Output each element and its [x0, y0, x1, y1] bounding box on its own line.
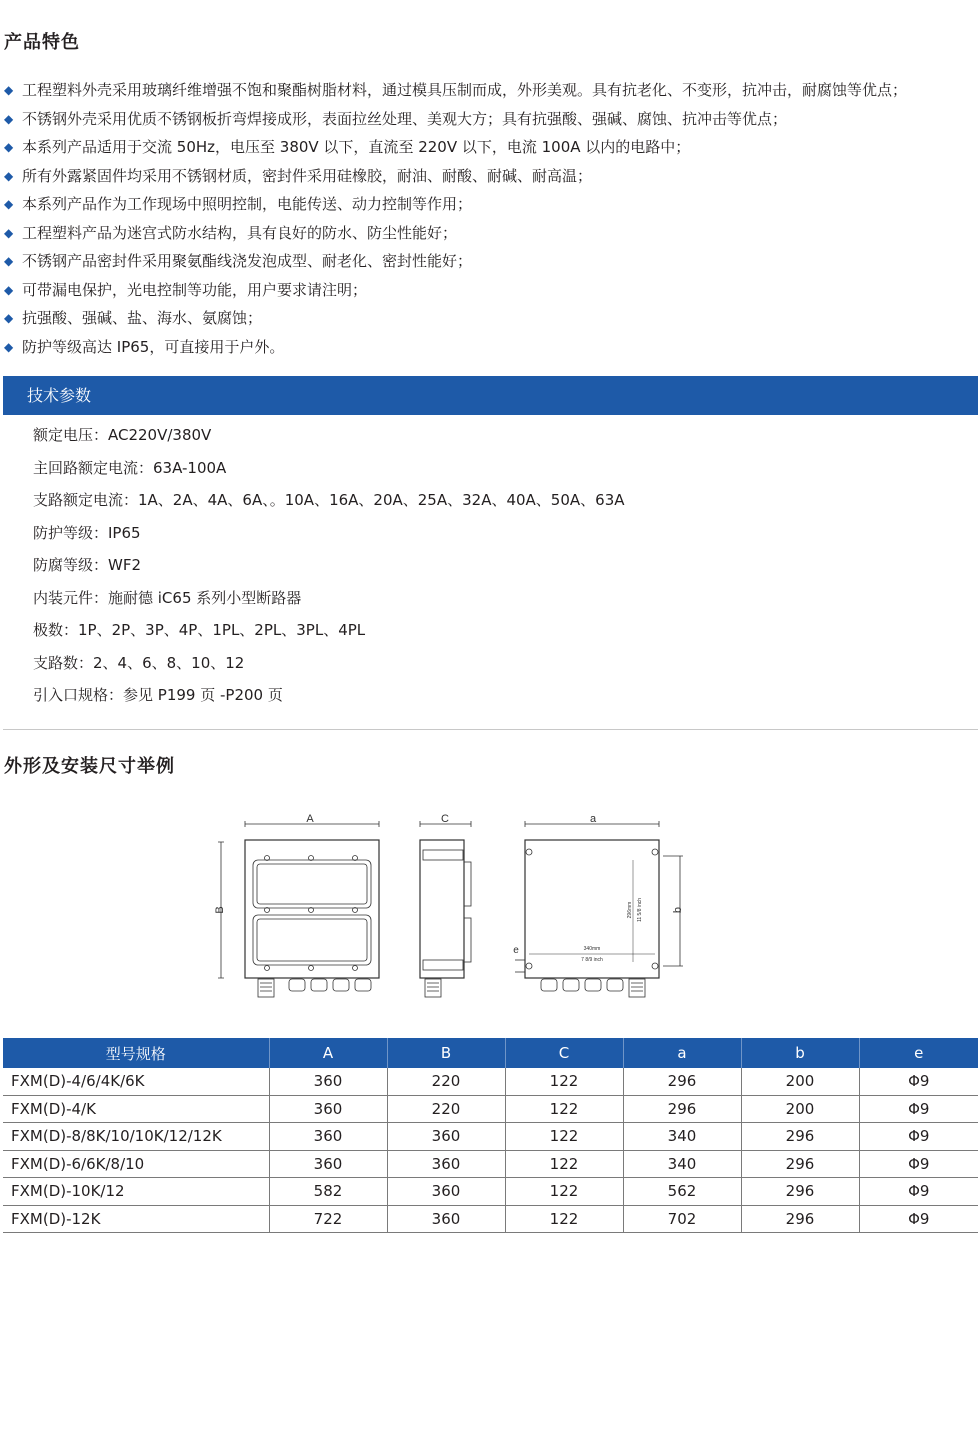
cell-e: Φ9: [859, 1068, 978, 1095]
cell-a: 296: [623, 1095, 741, 1123]
list-item: ◆ 不锈钢外壳采用优质不锈钢板折弯焊接成形，表面拉丝处理、美观大方；具有抗强酸、强碱、腐蚀、抗冲击等优点；: [4, 105, 974, 134]
height-inch-label: 11 5/8 inch: [637, 897, 643, 923]
table-row: [3, 1205, 978, 1233]
cell-b: 296: [741, 1205, 859, 1233]
cell-a: 296: [623, 1068, 741, 1095]
col-header-e: e: [859, 1038, 978, 1068]
dim-label-a: a: [589, 813, 597, 825]
list-item: ◆ 工程塑料产品为迷宫式防水结构，具有良好的防水、防尘性能好；: [4, 219, 974, 248]
param-item: 支路额定电流：1A、2A、4A、6A、。10A、16A、20A、25A、32A、40A、50A、63A: [33, 491, 625, 509]
cell-model: FXM(D)-4/6/4K/6K: [3, 1068, 269, 1095]
diamond-bullet-icon: ◆: [4, 140, 14, 154]
cell-model: FXM(D)-6/6K/8/10: [3, 1150, 269, 1178]
cell-b: 296: [741, 1123, 859, 1151]
cell-b: 200: [741, 1095, 859, 1123]
dim-label-C: C: [441, 813, 449, 825]
list-item: ◆ 本系列产品适用于交流 50Hz，电压至 380V 以下，直流至 220V 以下，电流 100A 以内的电路中；: [4, 133, 974, 162]
cell-A: 360: [269, 1150, 387, 1178]
col-header-model: 型号规格: [3, 1038, 269, 1068]
cell-A: 360: [269, 1068, 387, 1095]
param-item: 极数：1P、2P、3P、4P、1PL、2PL、3PL、4PL: [33, 621, 366, 639]
cell-A: 722: [269, 1205, 387, 1233]
width-mm-label: 340mm: [583, 946, 601, 952]
cell-a: 340: [623, 1150, 741, 1178]
tech-params-header: [3, 376, 978, 415]
cell-C: 122: [505, 1068, 623, 1095]
dim-label-B: B: [214, 906, 226, 914]
param-item: 防护等级：IP65: [33, 523, 141, 542]
cell-B: 220: [387, 1095, 505, 1123]
col-header-a: a: [623, 1038, 741, 1068]
table-row: [3, 1095, 978, 1123]
cell-e: Φ9: [859, 1095, 978, 1123]
cell-B: 360: [387, 1178, 505, 1206]
dimensions-title: 外形及安装尺寸举例: [4, 756, 175, 777]
param-item: 引入口规格：参见 P199 页 -P200 页: [33, 686, 283, 704]
front-view: [214, 813, 379, 997]
cell-C: 122: [505, 1095, 623, 1123]
diamond-bullet-icon: ◆: [4, 339, 14, 354]
param-item: 内装元件：施耐德 iC65 系列小型断路器: [33, 588, 302, 607]
table-row: [3, 1178, 978, 1206]
col-header-A: A: [269, 1038, 387, 1068]
width-inch-label: 7 8/9 inch: [581, 957, 603, 963]
diamond-bullet-icon: ◆: [4, 282, 14, 297]
col-header-b: b: [741, 1038, 859, 1068]
dim-label-e: e: [513, 945, 519, 956]
diamond-bullet-icon: ◆: [4, 254, 14, 268]
col-header-C: C: [505, 1038, 623, 1068]
cell-a: 340: [623, 1123, 741, 1151]
cell-e: Φ9: [859, 1205, 978, 1233]
param-item: 额定电压：AC220V/380V: [33, 426, 212, 444]
param-item: 主回路额定电流：63A-100A: [33, 458, 227, 477]
list-item: ◆ 本系列产品作为工作现场中照明控制，电能传送、动力控制等作用；: [4, 190, 974, 219]
diamond-bullet-icon: ◆: [4, 111, 14, 126]
cell-B: 360: [387, 1150, 505, 1178]
diamond-bullet-icon: ◆: [4, 168, 14, 183]
features-title: 产品特色: [4, 32, 80, 53]
dimension-drawing: [205, 800, 705, 1015]
cell-b: 200: [741, 1068, 859, 1095]
cell-C: 122: [505, 1178, 623, 1206]
diamond-bullet-icon: ◆: [4, 83, 14, 97]
tech-params-title: 技术参数: [27, 386, 92, 405]
features-list: [4, 76, 974, 361]
cell-e: Φ9: [859, 1178, 978, 1206]
table-header-row: [3, 1038, 978, 1068]
col-header-B: B: [387, 1038, 505, 1068]
cell-C: 122: [505, 1123, 623, 1151]
cell-model: FXM(D)-4/K: [3, 1095, 269, 1123]
param-item: 支路数：2、4、6、8、10、12: [33, 653, 245, 672]
cell-C: 122: [505, 1150, 623, 1178]
spec-table: [3, 1038, 978, 1233]
cell-a: 562: [623, 1178, 741, 1206]
section-divider: [3, 729, 978, 730]
diamond-bullet-icon: ◆: [4, 311, 14, 325]
cell-B: 220: [387, 1068, 505, 1095]
cell-a: 702: [623, 1205, 741, 1233]
table-row: [3, 1068, 978, 1095]
cell-B: 360: [387, 1123, 505, 1151]
cell-model: FXM(D)-8/8K/10/10K/12/12K: [3, 1123, 269, 1151]
cell-A: 360: [269, 1123, 387, 1151]
diamond-bullet-icon: ◆: [4, 197, 14, 211]
cell-A: 582: [269, 1178, 387, 1206]
list-item: ◆ 防护等级高达 IP65，可直接用于户外。: [4, 333, 974, 362]
height-mm-label: 296mm: [627, 901, 633, 919]
list-item: ◆ 可带漏电保护，光电控制等功能，用户要求请注明；: [4, 276, 974, 305]
cell-b: 296: [741, 1150, 859, 1178]
cell-A: 360: [269, 1095, 387, 1123]
list-item: ◆ 所有外露紧固件均采用不锈钢材质，密封件采用硅橡胶，耐油、耐酸、耐碱、耐高温；: [4, 162, 974, 191]
table-row: [3, 1150, 978, 1178]
cell-model: FXM(D)-12K: [3, 1205, 269, 1233]
table-row: [3, 1123, 978, 1151]
list-item: ◆ 抗强酸、强碱、盐、海水、氨腐蚀；: [4, 304, 974, 333]
cell-C: 122: [505, 1205, 623, 1233]
param-item: 防腐等级：WF2: [33, 556, 142, 574]
cell-B: 360: [387, 1205, 505, 1233]
dim-label-b: b: [672, 906, 684, 914]
tech-params-list: [33, 420, 625, 713]
list-item: ◆ 工程塑料外壳采用玻璃纤维增强不饱和聚酯树脂材料，通过模具压制而成，外形美观。具有抗老化、不变形，抗冲击，耐腐蚀等优点；: [4, 76, 974, 105]
cell-e: Φ9: [859, 1150, 978, 1178]
cell-e: Φ9: [859, 1123, 978, 1151]
side-view: [420, 813, 471, 997]
cell-b: 296: [741, 1178, 859, 1206]
dim-label-A: A: [306, 813, 314, 825]
cell-model: FXM(D)-10K/12: [3, 1178, 269, 1206]
diamond-bullet-icon: ◆: [4, 225, 14, 240]
list-item: ◆ 不锈钢产品密封件采用聚氨酯线浇发泡成型、耐老化、密封性能好；: [4, 247, 974, 276]
mounting-view: [513, 813, 684, 997]
